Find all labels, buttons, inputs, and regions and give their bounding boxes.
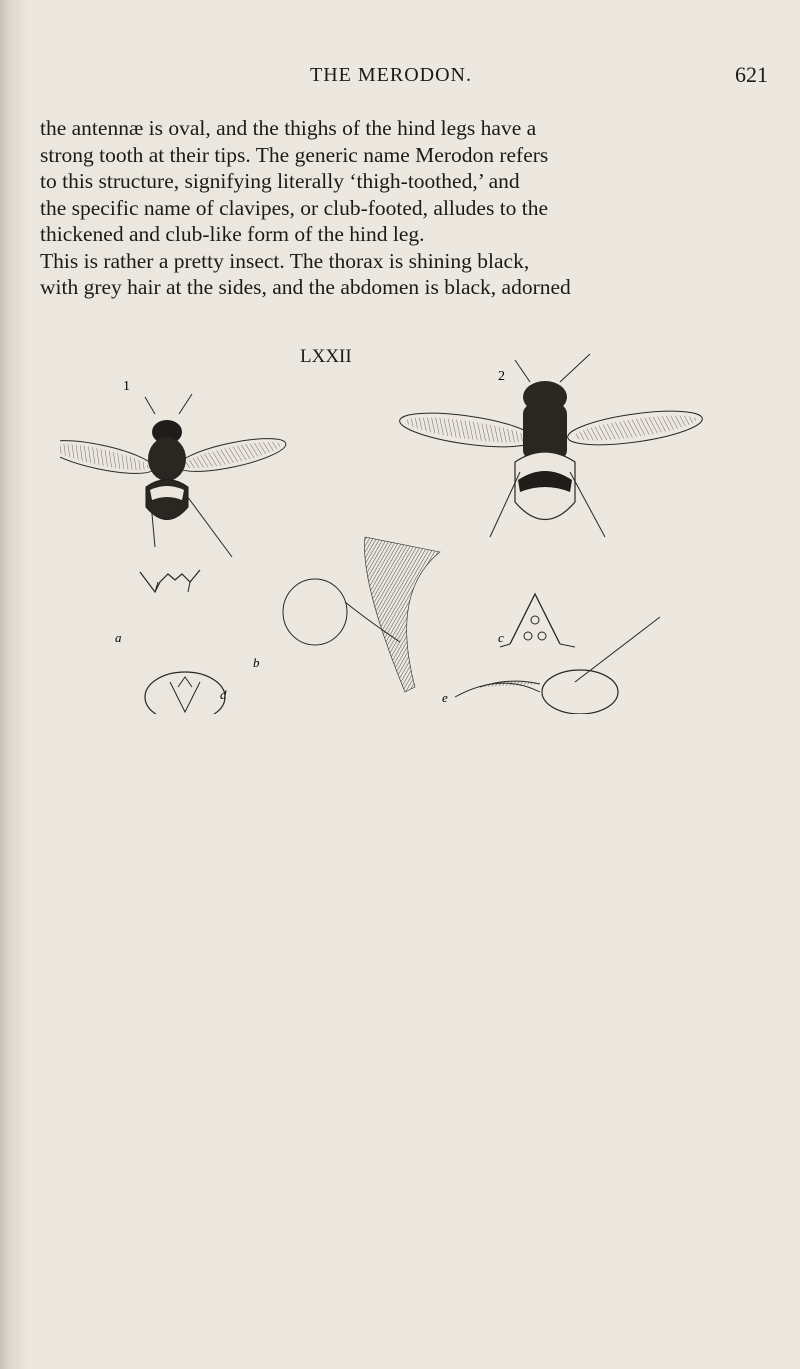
text-line: the antennæ is oval, and the thighs of the hind legs have a	[40, 116, 537, 140]
top-paragraph	[40, 115, 780, 301]
fig-c-ocelli	[498, 594, 660, 682]
text-line: to this structure, signifying literally ‘thigh-toothed,’ and	[40, 169, 520, 193]
fig-b-label: b	[253, 655, 260, 670]
fig-1-label: 1	[123, 379, 130, 394]
fig-d-head	[145, 672, 227, 714]
fig-d-label: d	[220, 687, 227, 702]
fig-a-clypeus	[115, 570, 200, 645]
lower-plate-illustration	[60, 780, 760, 915]
page-header	[0, 60, 800, 90]
plate-title: LXXII	[300, 346, 352, 367]
fly-figure-1	[60, 379, 288, 557]
text-line: strong tooth at their tips. The generic name Merodon refers	[40, 142, 549, 167]
fig-e-label: e	[442, 690, 448, 705]
fig-e-antenna	[442, 670, 618, 714]
plate-illustration	[60, 342, 760, 714]
text-line: with grey hair at the sides, and the abdomen is black, adorned	[40, 275, 571, 299]
text-line: This is rather a pretty insect. The thorax is shining black,	[40, 248, 530, 273]
fig-c-label: c	[498, 630, 504, 645]
fly-figure-2	[398, 354, 705, 537]
text-line: thickened and club-like form of the hind leg.	[40, 222, 425, 246]
page-number: 621	[735, 62, 768, 87]
engraved-plate	[60, 342, 760, 714]
text-line: the specific name of clavipes, or club-footed, alludes to the	[40, 195, 549, 220]
fig-a-label: a	[115, 630, 122, 645]
fig-2-label: 2	[498, 369, 505, 384]
running-head: THE MERODON.	[310, 64, 472, 86]
fig-b-antenna	[253, 537, 440, 692]
